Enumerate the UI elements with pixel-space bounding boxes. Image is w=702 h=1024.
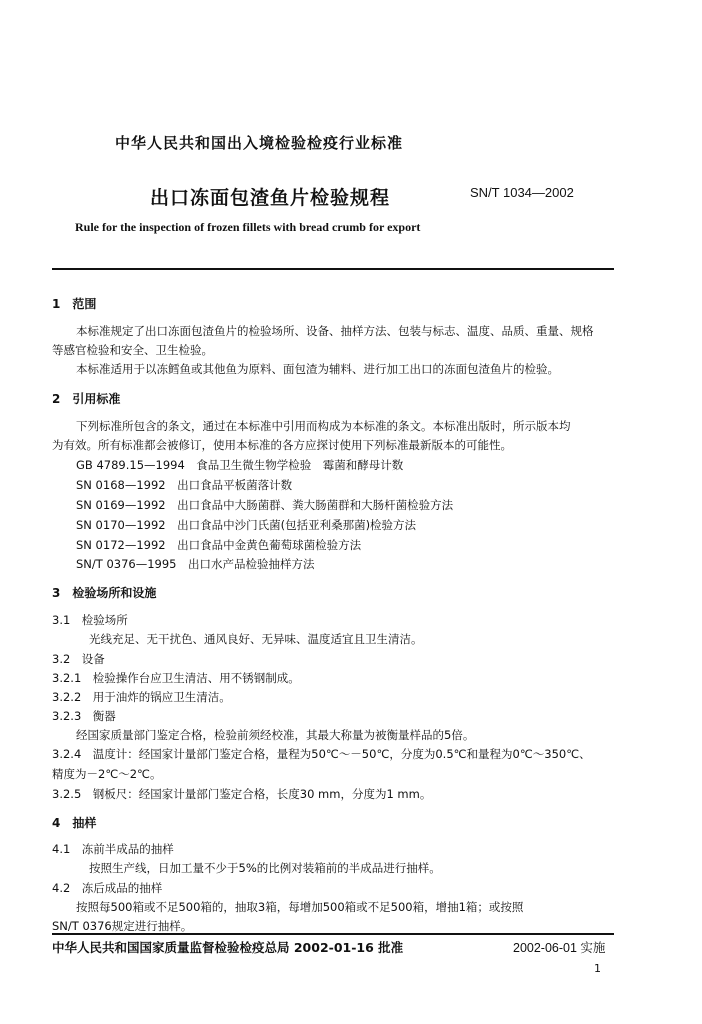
clause-3-2-5: 3.2.5 钢板尺：经国家计量部门鉴定合格，长度30 mm，分度为1 mm。 <box>52 787 432 801</box>
reference-standard: SN 0169—1992 出口食品中大肠菌群、粪大肠菌群和大肠杆菌检验方法 <box>76 498 454 512</box>
header-rule <box>52 268 614 270</box>
clause-3-2-3-heading: 3.2.3 衡器 <box>52 709 116 723</box>
reference-standard: SN/T 0376—1995 出口水产品检验抽样方法 <box>76 557 315 571</box>
issuing-authority: 中华人民共和国出入境检验检疫行业标准 <box>115 134 404 152</box>
clause-3-2-4-line-1: 3.2.4 温度计：经国家计量部门鉴定合格，量程为50℃～－50℃，分度为0.5℃和量程为0℃～350℃、 <box>52 747 591 761</box>
reference-standard: SN 0170—1992 出口食品中沙门氏菌(包括亚利桑那菌)检验方法 <box>76 518 417 532</box>
standard-code: SN/T 1034—2002 <box>470 185 574 200</box>
approval-line: 中华人民共和国国家质量监督检验检疫总局 2002-01-16 批准 <box>52 940 404 955</box>
subsection-3-1-heading: 3.1 检验场所 <box>52 613 128 627</box>
clause-3-2-3-text: 经国家质量部门鉴定合格，检验前须经校准，其最大称量为被衡量样品的5倍。 <box>76 728 475 742</box>
s1-paragraph-1-line-2: 等感官检验和安全、卫生检验。 <box>52 343 213 357</box>
footer-rule <box>52 933 614 935</box>
s4-1-text: 按照生产线，日加工量不少于5%的比例对装箱前的半成品进行抽样。 <box>89 861 441 875</box>
section-1-heading: 1 范围 <box>52 297 97 311</box>
clause-3-2-1: 3.2.1 检验操作台应卫生清洁、用不锈钢制成。 <box>52 671 300 685</box>
s3-1-text: 光线充足、无干扰色、通风良好、无异味、温度适宜且卫生清洁。 <box>89 632 423 646</box>
document-title: 出口冻面包渣鱼片检验规程 <box>150 187 391 209</box>
subsection-4-1-heading: 4.1 冻前半成品的抽样 <box>52 842 174 856</box>
reference-standard: SN 0168—1992 出口食品平板菌落计数 <box>76 478 293 492</box>
clause-3-2-2: 3.2.2 用于油炸的锅应卫生清洁。 <box>52 690 231 704</box>
s2-paragraph-line-2: 为有效。所有标准都会被修订，使用本标准的各方应探讨使用下列标准最新版本的可能性。 <box>52 438 512 452</box>
clause-3-2-4-line-2: 精度为－2℃～2℃。 <box>52 767 162 781</box>
section-4-heading: 4 抽样 <box>52 816 97 830</box>
section-2-heading: 2 引用标准 <box>52 392 121 406</box>
effective-date: 2002-06-01 实施 <box>513 941 606 955</box>
reference-standard: GB 4789.15—1994 食品卫生微生物学检验 霉菌和酵母计数 <box>76 458 404 472</box>
s4-2-text-line-1: 按照每500箱或不足500箱的，抽取3箱，每增加500箱或不足500箱，增抽1箱；或按照 <box>76 900 524 914</box>
subsection-3-2-heading: 3.2 设备 <box>52 652 105 666</box>
page-number: 1 <box>594 962 601 975</box>
reference-standard: SN 0172—1992 出口食品中金黄色葡萄球菌检验方法 <box>76 538 362 552</box>
s1-paragraph-1-line-1: 本标准规定了出口冻面包渣鱼片的检验场所、设备、抽样方法、包装与标志、温度、品质、重量、规格 <box>76 324 594 338</box>
s1-paragraph-2: 本标准适用于以冻鳕鱼或其他鱼为原料、面包渣为辅料、进行加工出口的冻面包渣鱼片的检验。 <box>76 362 559 376</box>
s4-2-text-line-2: SN/T 0376规定进行抽样。 <box>52 919 193 933</box>
s2-paragraph-line-1: 下列标准所包含的条文，通过在本标准中引用而构成为本标准的条文。本标准出版时，所示版本均 <box>76 419 571 433</box>
section-3-heading: 3 检验场所和设施 <box>52 586 157 600</box>
subsection-4-2-heading: 4.2 冻后成品的抽样 <box>52 881 163 895</box>
english-title: Rule for the inspection of frozen fillets with bread crumb for export <box>75 220 421 234</box>
